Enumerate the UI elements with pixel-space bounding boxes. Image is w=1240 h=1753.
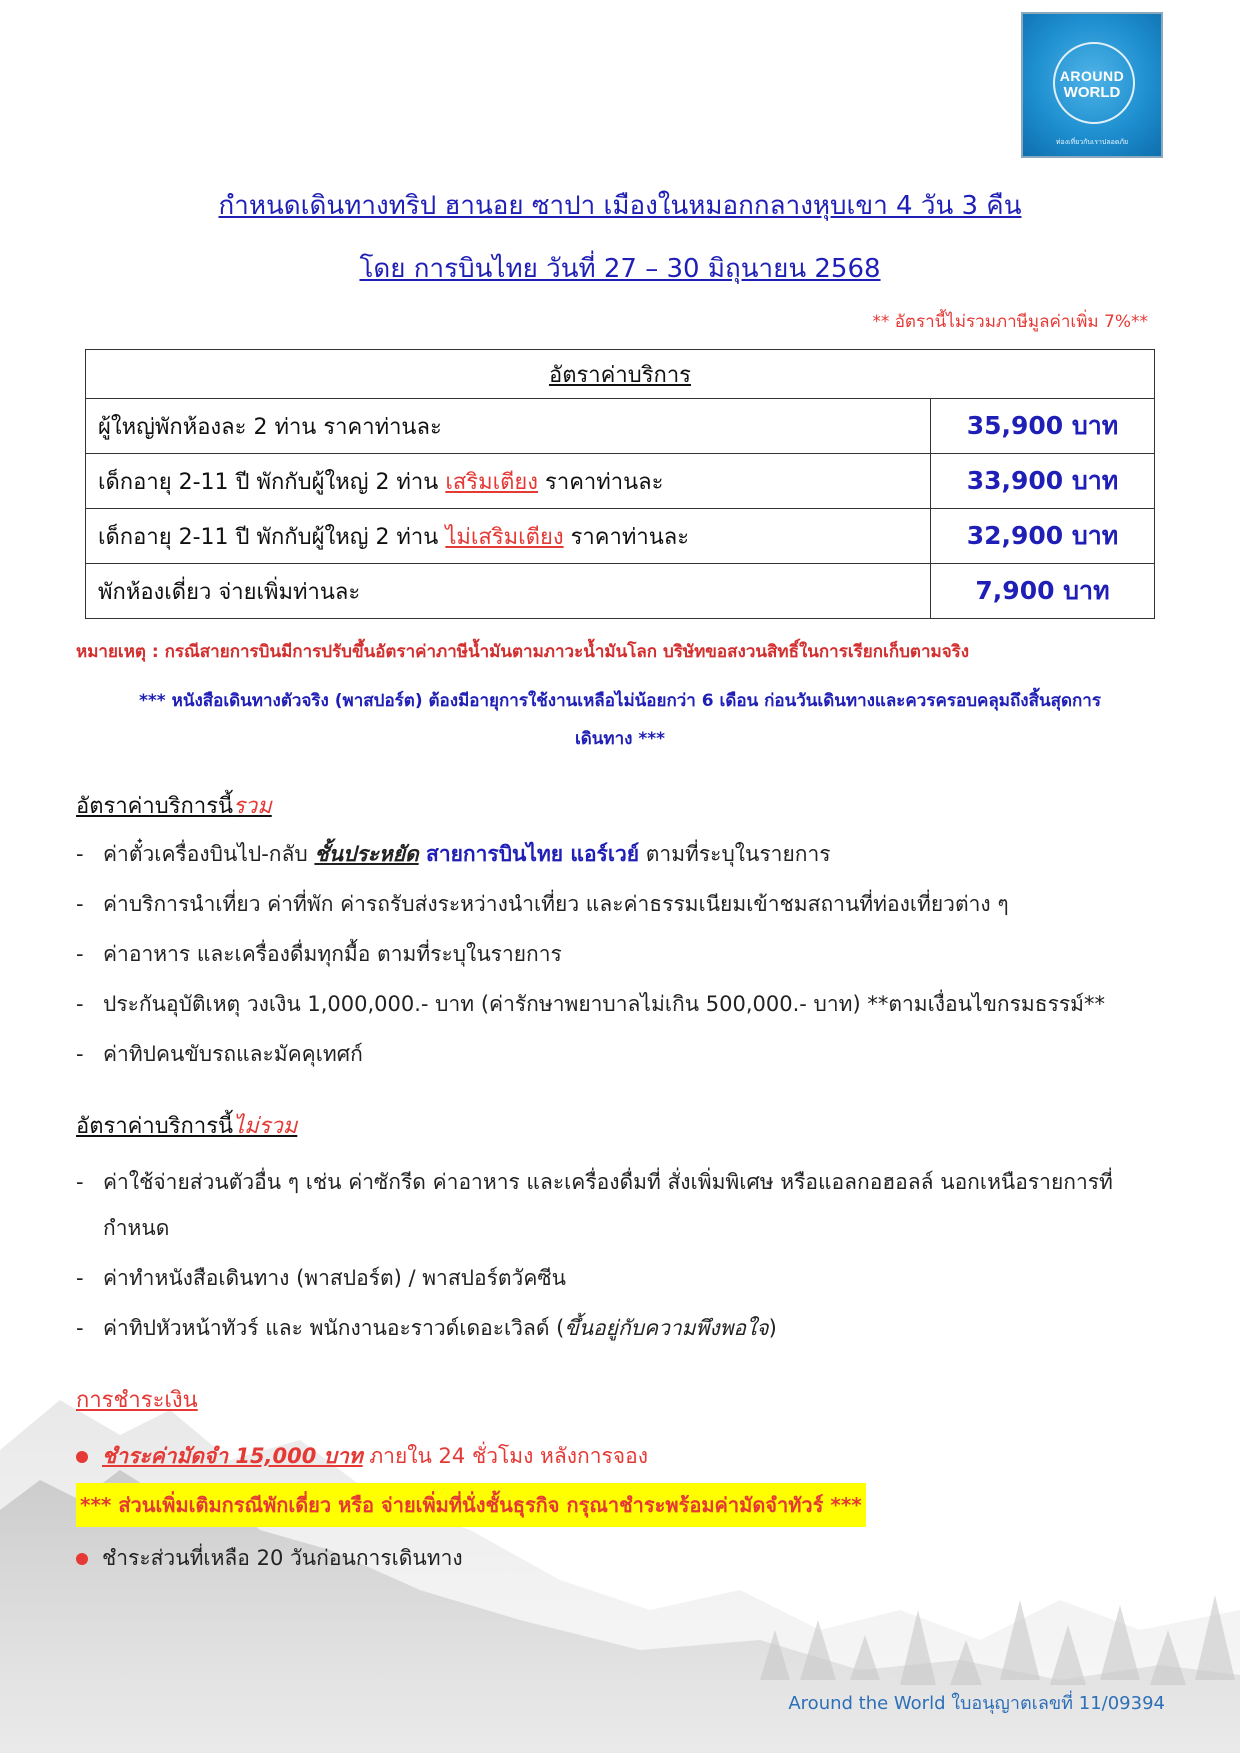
rate-label xyxy=(86,564,931,619)
section-title-text: อัตราค่าบริการนี้ xyxy=(76,794,234,819)
trip-subtitle: โดย การบินไทย วันที่ 27 – 30 มิถุนายน 2568 xyxy=(359,254,881,284)
rate-label-text: ผู้ใหญ่พักห้องละ 2 ท่าน ราคาท่านละ xyxy=(98,414,442,440)
rate-price: 7,900 บาท xyxy=(931,564,1155,619)
airline-text: สายการบินไทย แอร์เวย์ xyxy=(418,842,640,866)
rate-label-suffix: ราคาท่านละ xyxy=(563,524,690,550)
list-item xyxy=(76,1440,648,1473)
item-text: ค่าอาหาร และเครื่องดื่มทุกมื้อ ตามที่ระบุในรายการ xyxy=(103,942,562,966)
list-item: - ค่าทำหนังสือเดินทาง (พาสปอร์ต) / พาสปอร์ตวัคซีน xyxy=(76,1266,566,1290)
company-logo xyxy=(1021,12,1163,158)
item-text: ประกันอุบัติเหตุ วงเงิน 1,000,000.- บาท (ค่ารักษาพยาบาลไม่เกิน 500,000.- บาท) **ตามเงื่อนไขกรมธรรม์** xyxy=(103,992,1105,1016)
rate-label-text: เด็กอายุ 2-11 ปี พักกับผู้ใหญ่ 2 ท่าน xyxy=(98,524,446,550)
rates-table xyxy=(85,349,1155,619)
list-item: - ค่าบริการนำเที่ยว ค่าที่พัก ค่ารถรับส่งระหว่างนำเที่ยว และค่าธรรมเนียมเข้าชมสถานที่ท่องเที่ยวต่าง ๆ xyxy=(76,892,1009,916)
license-footer: Around the World ใบอนุญาตเลขที่ 11/09394 xyxy=(788,1693,1165,1714)
rate-label-text: เด็กอายุ 2-11 ปี พักกับผู้ใหญ่ 2 ท่าน xyxy=(98,469,446,495)
excluded-word: ไม่รวม xyxy=(233,1114,298,1139)
fuel-surcharge-note: หมายเหตุ : กรณีสายการบินมีการปรับขึ้นอัตราค่าภาษีน้ำมันตามภาวะน้ำมันโลก บริษัทขอสงวนสิทธิ์ในการเรียกเก็บตามจริง xyxy=(76,642,970,662)
item-text: ) xyxy=(768,1316,777,1340)
logo-text-world: WORLD xyxy=(1063,84,1121,101)
item-text: ค่าทิปคนขับรถและมัคคุเทศก์ xyxy=(103,1042,363,1066)
item-text: ค่าตั๋วเครื่องบินไป-กลับ xyxy=(103,842,315,866)
trip-title: กำหนดเดินทางทริป ฮานอย ซาปา เมืองในหมอกกลางหุบเขา 4 วัน 3 คืน xyxy=(218,191,1022,221)
table-row xyxy=(86,454,1155,509)
balance-text: ชำระส่วนที่เหลือ 20 วันก่อนการเดินทาง xyxy=(102,1546,463,1570)
bullet-icon xyxy=(76,1553,88,1565)
extra-bed-label: เสริมเตียง xyxy=(445,469,539,495)
item-text: ค่าทำหนังสือเดินทาง (พาสปอร์ต) / พาสปอร์ตวัคซีน xyxy=(103,1266,566,1290)
passport-note-line2: เดินทาง *** xyxy=(574,729,666,749)
included-section-title xyxy=(76,788,272,823)
item-text: ค่าใช้จ่ายส่วนตัวอื่น ๆ เช่น ค่าซักรีด ค่าอาหาร และเครื่องดื่มที่ สั่งเพิ่มพิเศษ หรือแอลกอฮอลล์ นอกเหนือรายการที่ xyxy=(103,1170,1113,1194)
rate-label xyxy=(86,454,931,509)
deposit-amount-text: ชำระค่ามัดจำ 15,000 บาท xyxy=(102,1444,363,1468)
list-item: - ค่าใช้จ่ายส่วนตัวอื่น ๆ เช่น ค่าซักรีด ค่าอาหาร และเครื่องดื่มที่ สั่งเพิ่มพิเศษ หรือแอลกอฮอลล์ นอกเหนือรายการที่ xyxy=(76,1170,1113,1194)
rate-label-text: พักห้องเดี่ยว จ่ายเพิ่มท่านละ xyxy=(98,579,361,605)
list-item-continuation: กำหนด xyxy=(103,1216,170,1240)
rate-label xyxy=(86,509,931,564)
list-item xyxy=(76,1542,463,1575)
passport-note-line1: *** หนังสือเดินทางตัวจริง (พาสปอร์ต) ต้องมีอายุการใช้งานเหลือไม่น้อยกว่า 6 เดือน ก่อนวันเดินทางและควรครอบคลุมถึงสิ้นสุดการ xyxy=(139,691,1101,711)
rates-header: อัตราค่าบริการ xyxy=(86,350,1155,399)
passport-note xyxy=(85,682,1155,758)
rate-price: 32,900 บาท xyxy=(931,509,1155,564)
excluded-section-title xyxy=(76,1108,297,1143)
rate-label xyxy=(86,399,931,454)
included-word: รวม xyxy=(233,794,272,819)
table-row xyxy=(86,564,1155,619)
list-item: - ค่าตั๋วเครื่องบินไป-กลับ ชั้นประหยัด สายการบินไทย แอร์เวย์ ตามที่ระบุในรายการ xyxy=(76,842,831,866)
economy-class-text: ชั้นประหยัด xyxy=(314,842,419,866)
item-text: ค่าบริการนำเที่ยว ค่าที่พัก ค่ารถรับส่งระหว่างนำเที่ยว และค่าธรรมเนียมเข้าชมสถานที่ท่องเที่ยวต่าง ๆ xyxy=(103,892,1009,916)
satisfaction-text: ขึ้นอยู่กับความพึงพอใจ xyxy=(564,1316,769,1340)
table-row xyxy=(86,509,1155,564)
rate-label-suffix: ราคาท่านละ xyxy=(538,469,664,495)
list-item: - ค่าอาหาร และเครื่องดื่มทุกมื้อ ตามที่ระบุในรายการ xyxy=(76,942,562,966)
list-item: - ค่าทิปหัวหน้าทัวร์ และ พนักงานอะราวด์เดอะเวิลด์ (ขึ้นอยู่กับความพึงพอใจ) xyxy=(76,1316,777,1340)
vat-note: ** อัตรานี้ไม่รวมภาษีมูลค่าเพิ่ม 7%** xyxy=(872,312,1148,332)
bullet-icon xyxy=(76,1451,88,1463)
list-item: - ค่าทิปคนขับรถและมัคคุเทศก์ xyxy=(76,1042,363,1066)
rate-price: 33,900 บาท xyxy=(931,454,1155,509)
list-item: - ประกันอุบัติเหตุ วงเงิน 1,000,000.- บาท (ค่ารักษาพยาบาลไม่เกิน 500,000.- บาท) **ตามเงื่อนไขกรมธรรม์** xyxy=(76,992,1105,1016)
rates-header-row xyxy=(86,350,1155,399)
payment-section-title: การชำระเงิน xyxy=(76,1388,198,1413)
deposit-deadline-text: ภายใน 24 ชั่วโมง หลังการจอง xyxy=(362,1444,648,1468)
section-title-text: อัตราค่าบริการนี้ xyxy=(76,1114,234,1139)
logo-tagline: ท่องเที่ยวกับเราปลอดภัย xyxy=(1055,138,1129,146)
no-extra-bed-label: ไม่เสริมเตียง xyxy=(445,524,564,550)
highlighted-notice: *** ส่วนเพิ่มเติมกรณีพักเดี่ยว หรือ จ่ายเพิ่มที่นั่งชั้นธุรกิจ กรุณาชำระพร้อมค่ามัดจำทัวร์ *** xyxy=(76,1483,866,1527)
table-row xyxy=(86,399,1155,454)
item-text: ตามที่ระบุในรายการ xyxy=(639,842,831,866)
logo-text-around: AROUND xyxy=(1059,68,1125,84)
item-text: ค่าทิปหัวหน้าทัวร์ และ พนักงานอะราวด์เดอะเวิลด์ ( xyxy=(103,1316,565,1340)
rate-price: 35,900 บาท xyxy=(931,399,1155,454)
